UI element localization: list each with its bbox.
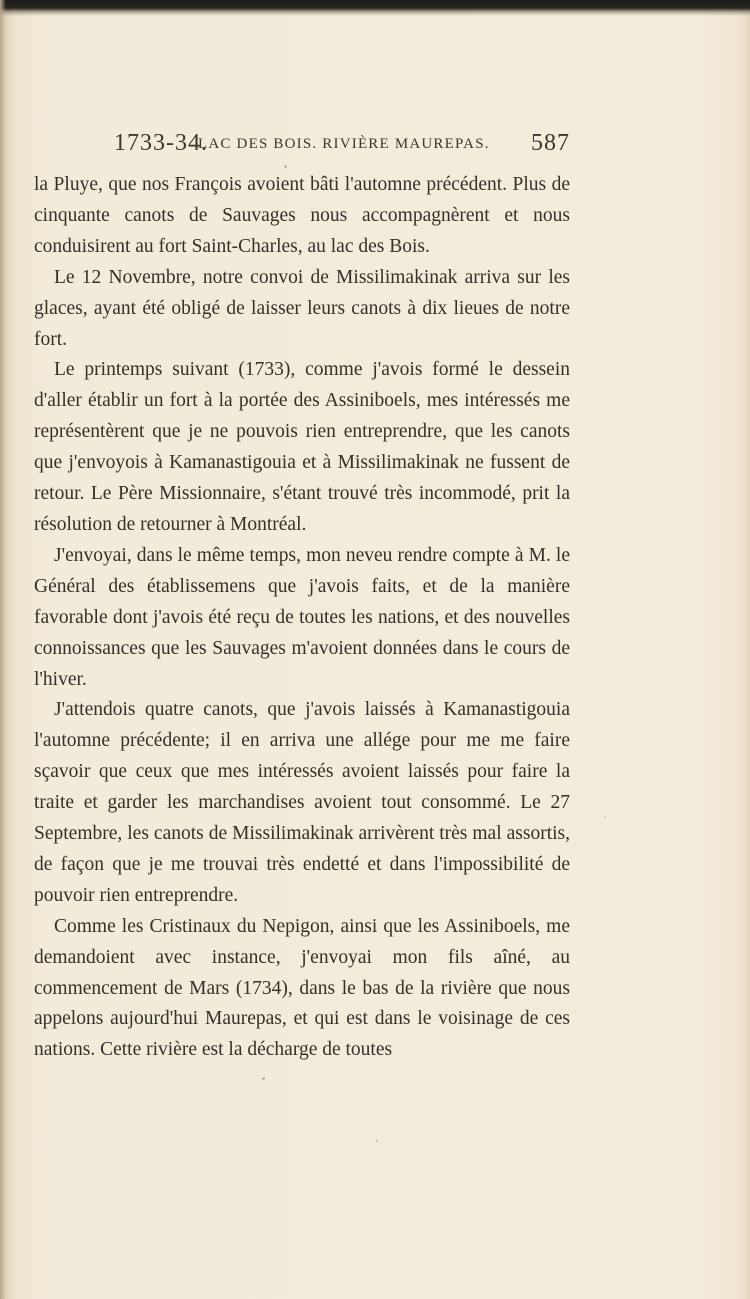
paragraph: Comme les Cristinaux du Nepigon, ainsi que les Assiniboels, me demandoient avec instance, j'envoyai mon fils aîné, au commencement de Mars (1734), dans le bas de la rivière que nous appelons aujourd'hui Maurepas, et qui est dans le voisinage de ces nations. Cette rivière est la décharge de toutes [34,915,570,1061]
running-head-years: 1733-34. [114,130,208,156]
running-head [34,130,570,162]
paragraph: Le 12 Novembre, notre convoi de Missilimakinak arriva sur les glaces, ayant été obligé de laisser leurs canots à dix lieues de notre fort. [34,266,570,350]
paper-speck [262,1077,265,1080]
paper-speck [376,1140,378,1142]
page-top-shadow [0,0,750,16]
page-number: 587 [531,130,570,156]
paragraph: Le printemps suivant (1733), comme j'avois formé le dessein d'aller établir un fort à la portée des Assiniboels, mes intéressés me représentèrent que je ne pouvois rien entreprendre, que les canots que j'envoyois à Kamanastigouia et à Missilimakinak ne fussent de retour. Le Père Missionnaire, s'étant trouvé très incommodé, prit la résolution de retourner à Montréal. [34,359,570,535]
paragraph: la Pluye, que nos François avoient bâti l'automne précédent. Plus de cinquante canots de Sauvages nous accompagnèrent et nous conduisirent au fort Saint-Charles, au lac des Bois. [34,174,570,257]
paper-speck [284,165,287,168]
page-binding-edge [0,0,6,1299]
paper-speck [604,816,606,818]
running-head-title: LAC DES BOIS. RIVIÈRE MAUREPAS. [198,136,490,152]
paragraph: J'envoyai, dans le même temps, mon neveu rendre compte à M. le Général des établissemens que j'avois faits, et de la manière favorable dont j'avois été reçu de toutes les nations, et des nouvelles connoissances que les Sauvages m'avoient données dans le cours de l'hiver. [34,544,570,690]
body-text [34,170,570,1066]
paragraph: J'attendois quatre canots, que j'avois laissés à Kamanastigouia l'automne précédente; il en arriva une allége pour me me faire sçavoir que ceux que mes intéressés avoient laissés pour faire la traite et garder les marchandises avoient tout consommé. Le 27 Septembre, les canots de Missilimakinak arrivèrent très mal assortis, de façon que je me trouvai très endetté et dans l'impossibilité de pouvoir rien entreprendre. [34,699,570,906]
